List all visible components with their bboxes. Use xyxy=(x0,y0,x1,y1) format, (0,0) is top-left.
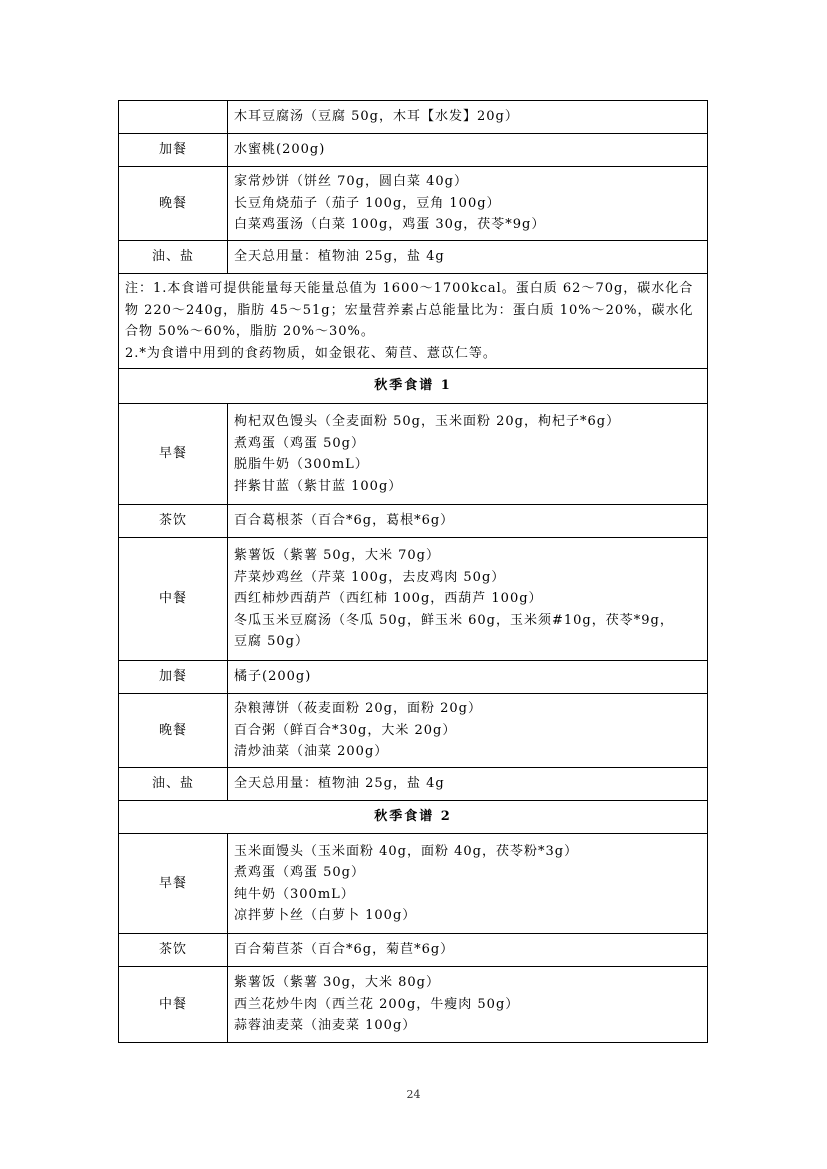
meal-row xyxy=(119,505,708,538)
note-line: 注：1.本食谱可提供能量每天能量总值为 1600～1700kcal。蛋白质 62～70g，碳水化合物 220～240g，脂肪 45～51g；宏量营养素占总能量比为：蛋白质 10%～20%，碳水化合物 50%～60%，脂肪 20%～30%。 xyxy=(125,281,694,339)
meal-row xyxy=(119,538,708,661)
dish-line: 长豆角烧茄子（茄子 100g，豆角 100g） xyxy=(234,195,501,211)
dish-line: 西兰花炒牛肉（西兰花 200g，牛瘦肉 50g） xyxy=(234,996,520,1012)
dish-line: 百合菊苣茶（百合*6g，菊苣*6g） xyxy=(234,942,455,958)
dish-line: 煮鸡蛋（鸡蛋 50g） xyxy=(234,435,365,451)
meal-content xyxy=(228,101,708,134)
meal-content xyxy=(228,505,708,538)
meal-label: 晚餐 xyxy=(119,167,228,241)
section-header-row xyxy=(119,369,708,404)
menu-table-body xyxy=(119,101,708,1043)
dish-line: 凉拌萝卜丝（白萝卜 100g） xyxy=(234,908,417,923)
dish-line: 家常炒饼（饼丝 70g，圆白菜 40g） xyxy=(234,174,468,190)
dish-line: 豆腐 50g） xyxy=(234,634,309,650)
meal-row xyxy=(119,934,708,967)
meal-label: 茶饮 xyxy=(119,934,228,967)
meal-content xyxy=(228,768,708,801)
dish-line: 枸杞双色馒头（全麦面粉 50g，玉米面粉 20g，枸杞子*6g） xyxy=(234,414,621,429)
meal-label: 油、盐 xyxy=(119,241,228,274)
meal-label: 早餐 xyxy=(119,404,228,505)
meal-content xyxy=(228,241,708,274)
meal-row xyxy=(119,241,708,274)
meal-content xyxy=(228,167,708,241)
dish-line: 紫薯饭（紫薯 50g，大米 70g） xyxy=(234,548,440,564)
meal-label: 加餐 xyxy=(119,661,228,694)
meal-label: 加餐 xyxy=(119,134,228,167)
dish-line: 水蜜桃(200g) xyxy=(234,142,326,158)
menu-table xyxy=(118,100,708,1043)
meal-label: 茶饮 xyxy=(119,505,228,538)
note-line: 2.*为食谱中用到的食药物质，如金银花、菊苣、薏苡仁等。 xyxy=(125,345,497,361)
dish-line: 脱脂牛奶（300mL） xyxy=(234,457,369,472)
section-header-row xyxy=(119,801,708,834)
dish-line: 全天总用量：植物油 25g，盐 4g xyxy=(234,249,445,265)
dish-line: 全天总用量：植物油 25g，盐 4g xyxy=(234,776,445,792)
section-title: 秋季食谱 2 xyxy=(119,801,708,834)
dish-line: 百合粥（鲜百合*30g，大米 20g） xyxy=(234,722,457,738)
meal-content xyxy=(228,404,708,505)
page-number: 24 xyxy=(406,1088,421,1101)
dish-line: 木耳豆腐汤（豆腐 50g，木耳【水发】20g） xyxy=(234,109,519,125)
meal-row xyxy=(119,694,708,768)
meal-label: 中餐 xyxy=(119,538,228,661)
meal-label: 晚餐 xyxy=(119,694,228,768)
meal-row xyxy=(119,661,708,694)
meal-content xyxy=(228,694,708,768)
dish-line: 百合葛根茶（百合*6g，葛根*6g） xyxy=(234,513,455,529)
meal-label xyxy=(119,101,228,134)
dish-line: 纯牛奶（300mL） xyxy=(234,886,355,902)
dish-line: 芹菜炒鸡丝（芹菜 100g，去皮鸡肉 50g） xyxy=(234,569,506,585)
dish-line: 玉米面馒头（玉米面粉 40g，面粉 40g，茯苓粉*3g） xyxy=(234,843,579,859)
meal-row xyxy=(119,134,708,167)
dish-line: 煮鸡蛋（鸡蛋 50g） xyxy=(234,865,365,880)
meal-row xyxy=(119,967,708,1043)
meal-content xyxy=(228,834,708,934)
meal-content xyxy=(228,134,708,167)
dish-line: 西红柿炒西葫芦（西红柿 100g，西葫芦 100g） xyxy=(234,591,543,607)
section-title: 秋季食谱 1 xyxy=(119,369,708,404)
meal-label: 早餐 xyxy=(119,834,228,934)
note-text xyxy=(119,274,708,369)
dish-line: 白菜鸡蛋汤（白菜 100g，鸡蛋 30g，茯苓*9g） xyxy=(234,217,546,233)
note-row xyxy=(119,274,708,369)
dish-line: 拌紫甘蓝（紫甘蓝 100g） xyxy=(234,478,403,494)
meal-label: 中餐 xyxy=(119,967,228,1043)
dish-line: 清炒油菜（油菜 200g） xyxy=(234,744,389,760)
meal-label: 油、盐 xyxy=(119,768,228,801)
meal-content xyxy=(228,934,708,967)
dish-line: 紫薯饭（紫薯 30g，大米 80g） xyxy=(234,975,440,991)
meal-row xyxy=(119,404,708,505)
meal-row xyxy=(119,834,708,934)
dish-line: 橘子(200g) xyxy=(234,669,312,685)
dish-line: 蒜蓉油麦菜（油麦菜 100g） xyxy=(234,1018,417,1034)
meal-row xyxy=(119,167,708,241)
meal-row xyxy=(119,101,708,134)
meal-content xyxy=(228,538,708,661)
dish-line: 杂粮薄饼（莜麦面粉 20g，面粉 20g） xyxy=(234,701,482,717)
meal-content xyxy=(228,967,708,1043)
meal-content xyxy=(228,661,708,694)
dish-line: 冬瓜玉米豆腐汤（冬瓜 50g，鲜玉米 60g，玉米须#10g，茯苓*9g， xyxy=(234,612,674,628)
meal-row xyxy=(119,768,708,801)
